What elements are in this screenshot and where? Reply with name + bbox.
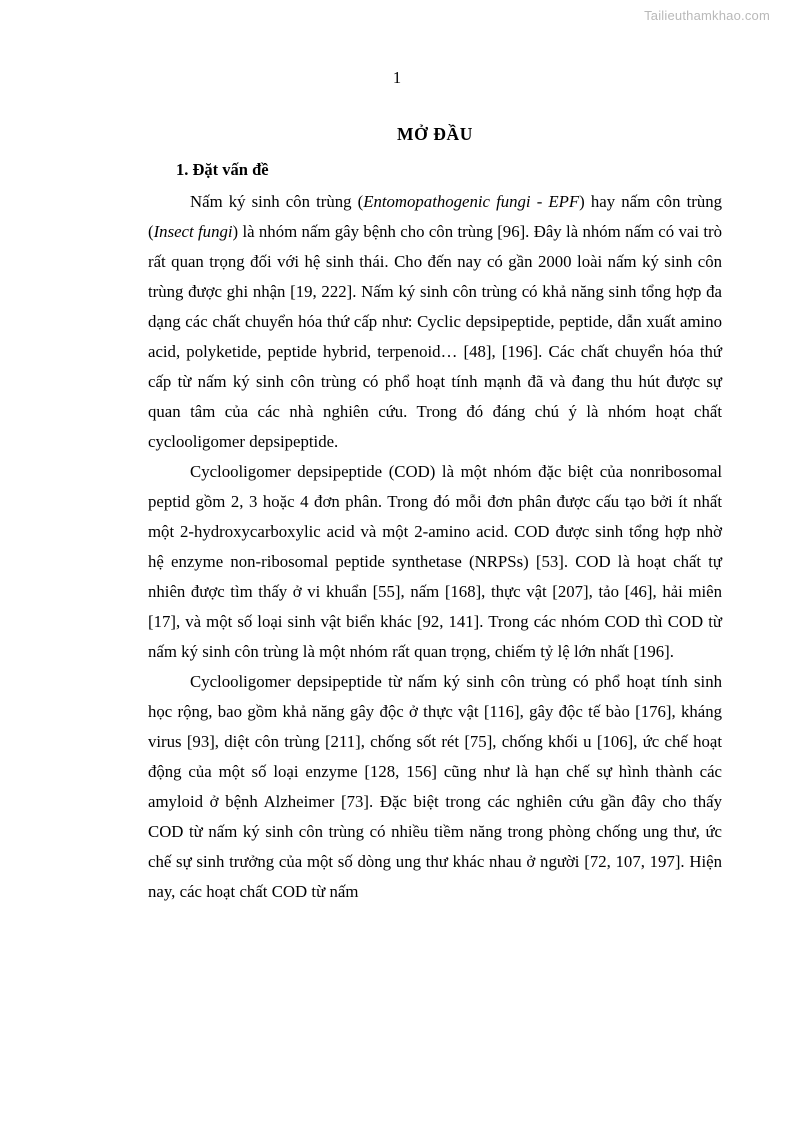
section-heading-1: 1. Đặt vấn đề xyxy=(176,160,269,179)
text-run: Cyclooligomer depsipeptide (COD) là một nhóm đặc biệt của nonribosomal peptid gồm 2, 3 hoặc 4 đơn phân. Trong đó mỗi đơn phân được cấu tạo bởi ít nhất một 2-hydroxycarboxylic acid và một 2-amino acid. COD được sinh tổng hợp nhờ hệ enzyme non-ribosomal peptide synthetase (NRPSs) [53]. COD là hoạt chất tự nhiên được tìm thấy ở vi khuẩn [55], nấm [168], thực vật [207], tảo [46], hải miên [17], và một số loại sinh vật biển khác [92, 141]. Trong các nhóm COD thì COD từ nấm ký sinh côn trùng là một nhóm rất quan trọng, chiếm tỷ lệ lớn nhất [196]. xyxy=(148,462,722,662)
text-run: Nấm ký sinh côn trùng ( xyxy=(190,192,364,212)
par-1 xyxy=(148,187,722,457)
text-run: ) là nhóm nấm gây bệnh cho côn trùng [96]. Đây là nhóm nấm có vai trò rất quan trọng đối với hệ sinh thái. Cho đến nay có gần 2000 loài nấm ký sinh côn trùng được ghi nhận [19, 222]. Nấm ký sinh côn trùng có khả năng sinh tổng hợp đa dạng các chất chuyển hóa thứ cấp như: Cyclic depsipeptide, peptide, dẫn xuất amino acid, polyketide, peptide hybrid, terpenoid… [48], [196]. Các chất chuyển hóa thứ cấp từ nấm ký sinh côn trùng có phổ hoạt tính mạnh đã và đang thu hút được sự quan tâm của các nhà nghiên cứu. Trong đó đáng chú ý là nhóm hoạt chất cyclooligomer depsipeptide. xyxy=(148,222,722,452)
italic-term: Insect fungi xyxy=(153,222,233,242)
text-column xyxy=(148,124,722,907)
page-title: MỞ ĐẦU xyxy=(396,124,474,144)
par-3 xyxy=(148,667,722,907)
text-run: Cyclooligomer depsipeptide từ nấm ký sinh côn trùng có phổ hoạt tính sinh học rộng, bao gồm khả năng gây độc ở thực vật [116], gây độc tế bào [176], kháng virus [93], diệt côn trùng [211], chống sốt rét [75], chống khối u [106], ức chế hoạt động của một số loại enzyme [128, 156] cũng như là hạn chế sự hình thành các amyloid ở bệnh Alzheimer [73]. Đặc biệt trong các nghiên cứu gần đây cho thấy COD từ nấm ký sinh côn trùng có nhiều tiềm năng trong phòng chống ung thư, ức chế sự sinh trưởng của một số dòng ung thư khác nhau ở người [72, 107, 197]. Hiện nay, các hoạt chất COD từ nấm xyxy=(148,672,722,902)
site-watermark: Tailieuthamkhao.com xyxy=(644,8,770,23)
page-number: 1 xyxy=(392,68,402,87)
par-2 xyxy=(148,457,722,667)
text-run: ) hay nấm côn trùng ( xyxy=(148,192,723,242)
italic-term: Entomopathogenic fungi - EPF xyxy=(363,192,580,212)
paragraph-list xyxy=(148,187,722,907)
